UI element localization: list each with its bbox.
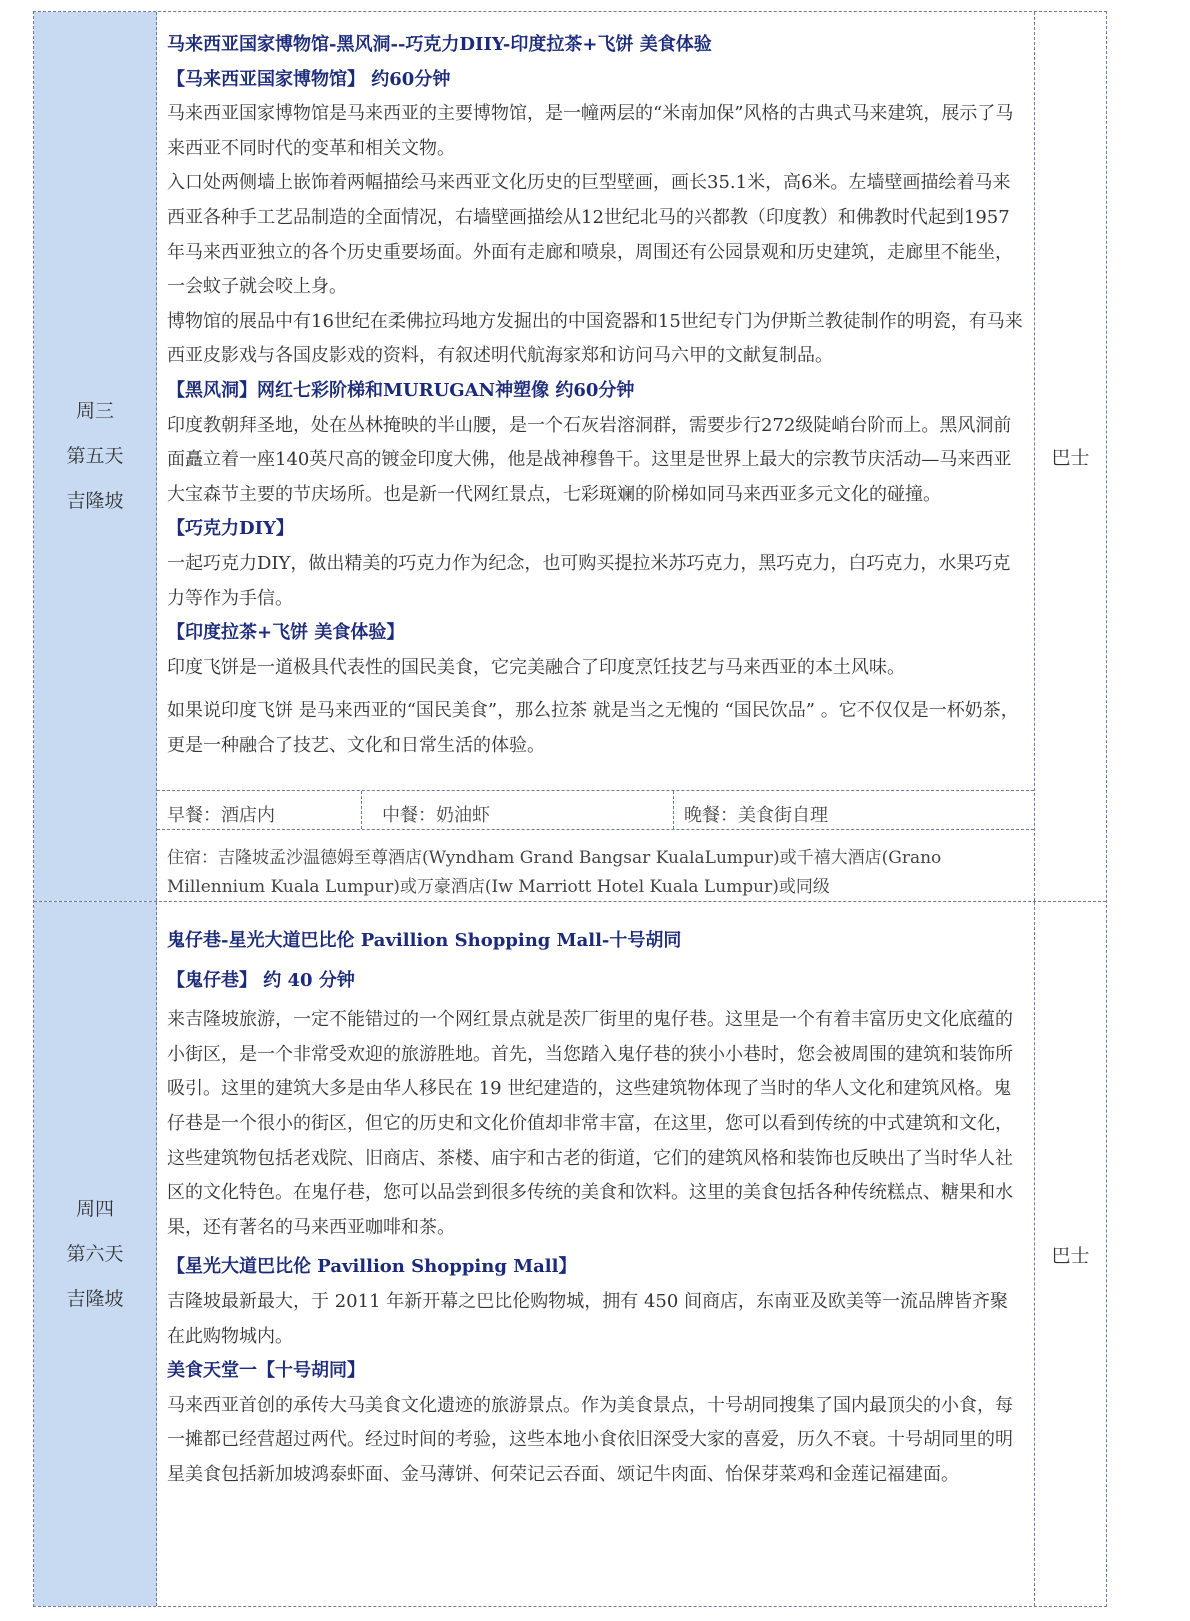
itinerary-table xyxy=(33,11,1107,1607)
day-label-cell xyxy=(34,902,157,1606)
paragraph: 印度飞饼是一道极具代表性的国民美食，它完美融合了印度烹饪技艺与马来西亚的本土风味。 xyxy=(167,656,905,678)
section-heading: 【巧克力DIY】 xyxy=(167,518,294,540)
section-heading: 美食天堂一【十号胡同】 xyxy=(167,1360,365,1382)
transport-cell: 巴士 xyxy=(1051,1244,1090,1267)
dinner-cell: 晚餐：美食街自理 xyxy=(684,805,828,826)
lunch-cell: 中餐：奶油虾 xyxy=(362,791,674,829)
breakfast-cell: 早餐：酒店内 xyxy=(157,791,362,829)
paragraph: 入口处两侧墙上嵌饰着两幅描绘马来西亚文化历史的巨型壁画，画长35.1米，高6米。左墙壁画描绘着马来西亚各种手工艺品制造的全面情况，右墙壁画描绘从12世纪北马的兴都教（印度教）和佛教时代起到1957年马来西亚独立的各个历史重要场面。外面有走廊和喷泉，周围还有公园景观和历史建筑，走廊里不能坐，一会蚊子就会咬上身。 xyxy=(167,172,1013,298)
day-label-cell xyxy=(34,12,157,901)
section-heading: 【黑风洞】网红七彩阶梯和MURUGAN神塑像 约60分钟 xyxy=(167,379,635,401)
day-content-cell xyxy=(157,902,1035,1606)
paragraph: 一起巧克力DIY，做出精美的巧克力作为纪念，也可购买提拉米苏巧克力，黑巧克力，白巧克力，水果巧克力等作为手信。 xyxy=(167,552,1011,609)
day-number-label: 第六天 xyxy=(66,1242,124,1265)
meals-row xyxy=(157,790,1034,830)
paragraph: 吉隆坡最新最大，于 2011 年新开幕之巴比伦购物城，拥有 450 间商店，东南亚及欧美等一流品牌皆齐聚在此购物城内。 xyxy=(167,1290,1009,1347)
section-heading: 【鬼仔巷】 约 40 分钟 xyxy=(167,969,355,991)
city-label: 吉隆坡 xyxy=(66,490,124,512)
paragraph: 马来西亚国家博物馆是马来西亚的主要博物馆，是一幢两层的“米南加保”风格的古典式马来建筑，展示了马来西亚不同时代的变革和相关文物。 xyxy=(167,103,1014,159)
day-title: 鬼仔巷-星光大道巴比伦 Pavillion Shopping Mall-十号胡同 xyxy=(167,930,682,951)
section-heading: 【印度拉茶+飞饼 美食体验】 xyxy=(167,622,405,644)
day-number-label: 第五天 xyxy=(66,445,124,467)
paragraph: 来吉隆坡旅游，一定不能错过的一个网红景点就是茨厂街里的鬼仔巷。这里是一个有着丰富历史文化底蕴的小街区，是一个非常受欢迎的旅游胜地。首先，当您踏入鬼仔巷的狭小小巷时，您会被周围的建筑和装饰所吸引。这里的建筑大多是由华人移民在 19 世纪建造的，这些建筑物体现了当时的华人文化和建筑风格。鬼仔巷是一个很小的街区，但它的历史和文化价值却非常丰富，在这里，您可以看到传统的中式建筑和文化，这些建筑物包括老戏院、旧商店、茶楼、庙宇和古老的街道，它们的建筑风格和装饰也反映出了当时华人社区的文化特色。在鬼仔巷，您可以品尝到很多传统的美食和饮料。这里的美食包括各种传统糕点、糖果和水果，还有著名的马来西亚咖啡和茶。 xyxy=(167,1009,1013,1238)
paragraph: 马来西亚首创的承传大马美食文化遗迹的旅游景点。作为美食景点，十号胡同搜集了国内最顶尖的小食，每一摊都已经营超过两代。经过时间的考验，这些本地小食依旧深受大家的喜爱，历久不衰。十号胡同里的明星美食包括新加坡鸿泰虾面、金马薄饼、何荣记云吞面、颂记牛肉面、怡保芽菜鸡和金莲记福建面。 xyxy=(167,1394,1013,1485)
transport-cell: 巴士 xyxy=(1051,447,1090,469)
day-row-6 xyxy=(34,902,1106,1606)
section-heading: 【星光大道巴比伦 Pavillion Shopping Mall】 xyxy=(167,1256,577,1278)
day-row-5 xyxy=(34,12,1106,902)
hotel-info: 住宿：吉隆坡孟沙温德姆至尊酒店(Wyndham Grand Bangsar KualaLumpur)或千禧大酒店(Grano Millennium Kuala Lumpur)或万豪酒店(Iw Marriott Hotel Kuala Lumpur)或同级 xyxy=(167,848,942,897)
paragraph: 印度教朝拜圣地，处在丛林掩映的半山腰，是一个石灰岩溶洞群，需要步行272级陡峭台阶而上。黑风洞前面矗立着一座140英尺高的镀金印度大佛，他是战神穆鲁干。这里是世界上最大的宗教节庆活动—马来西亚大宝森节主要的节庆场所。也是新一代网红景点，七彩斑斓的阶梯如同马来西亚多元文化的碰撞。 xyxy=(167,414,1012,505)
day-content-cell xyxy=(157,12,1035,901)
paragraph: 博物馆的展品中有16世纪在柔佛拉玛地方发掘出的中国瓷器和15世纪专门为伊斯兰教徒制作的明瓷，有马来西亚皮影戏与各国皮影戏的资料，有叙述明代航海家郑和访问马六甲的文献复制品。 xyxy=(167,310,1023,367)
weekday-label: 周四 xyxy=(75,1197,114,1220)
paragraph: 如果说印度飞饼 是马来西亚的“国民美食”，那么拉茶 就是当之无愧的 “国民饮品” 。它不仅仅是一杯奶茶，更是一种融合了技艺、文化和日常生活的体验。 xyxy=(167,700,1019,756)
city-label: 吉隆坡 xyxy=(66,1287,124,1310)
day-title: 马来西亚国家博物馆-黑风洞--巧克力DIIY-印度拉茶+飞饼 美食体验 xyxy=(167,34,712,55)
weekday-label: 周三 xyxy=(75,400,114,422)
section-heading: 【马来西亚国家博物馆】 约60分钟 xyxy=(167,68,451,90)
